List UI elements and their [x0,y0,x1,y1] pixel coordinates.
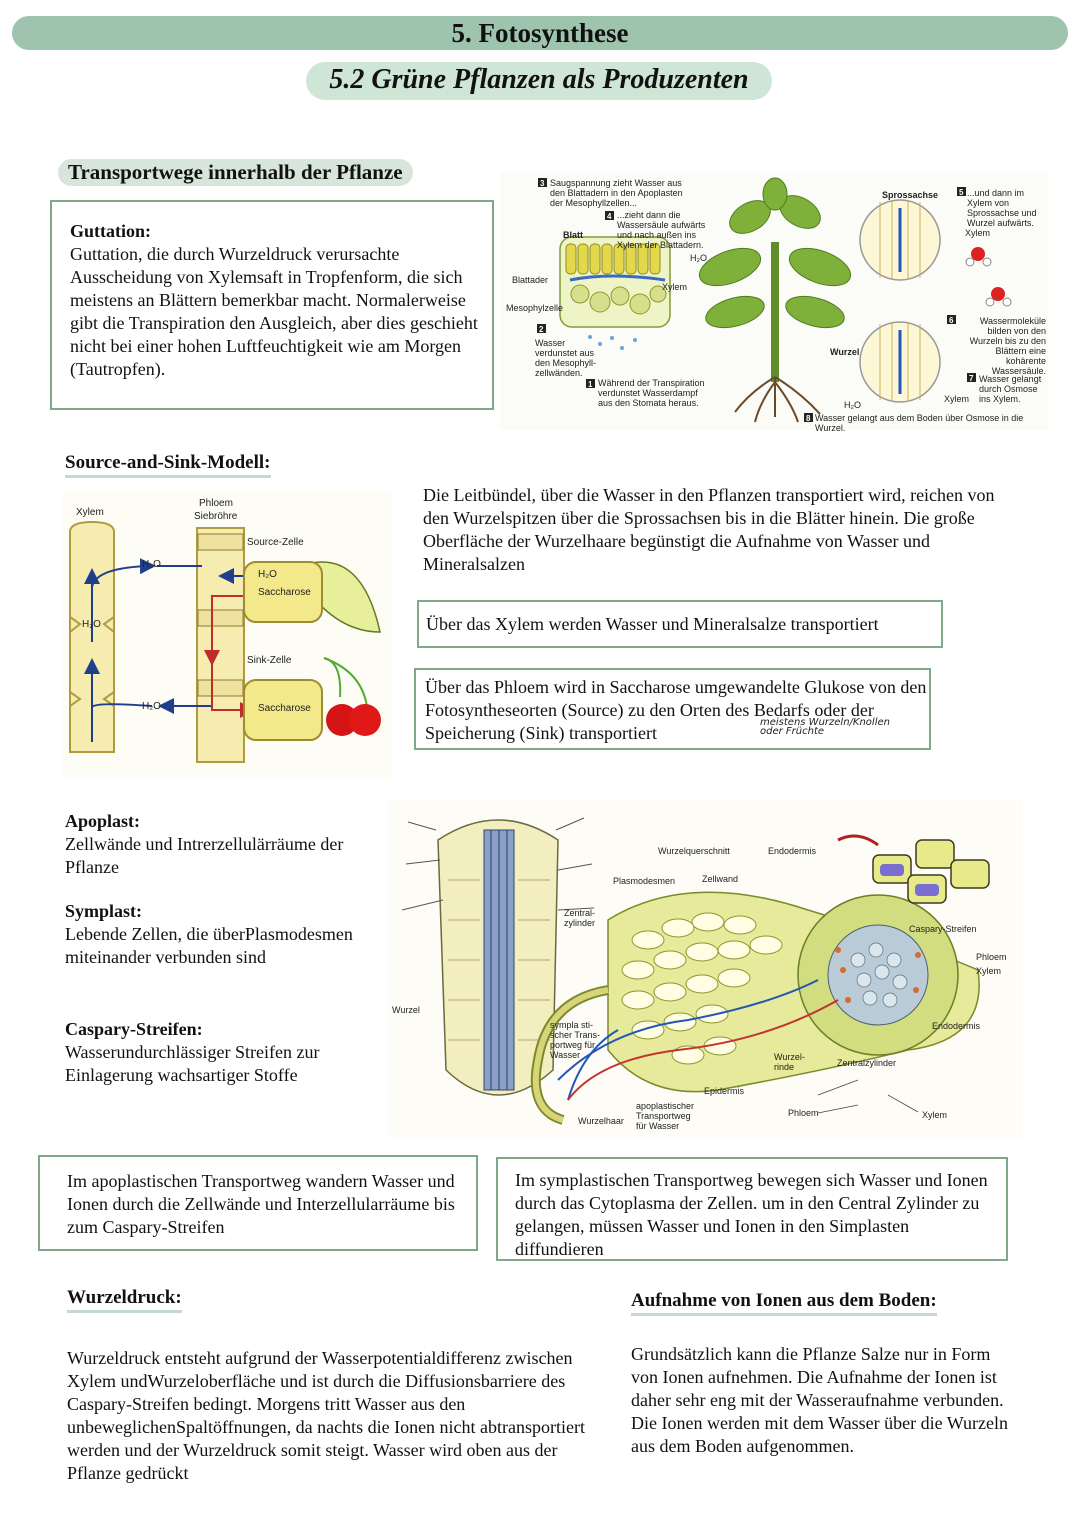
root-label-caspary: Caspary-Streifen [909,924,977,934]
apoplast-title: Apoplast: [65,811,141,831]
root-label-zentralzylinder: Zentral- zylinder [564,908,596,928]
caspary-text: Wasserundurchlässiger Streifen zur Einlagerung wachsartiger Stoffe [65,1042,320,1085]
apoplast-pathway-box [38,1155,478,1251]
source-sink-diagram [62,492,392,778]
label-sprossachse: Sprossachse [882,190,939,200]
step-1-label: Während der Transpiration verdunstet Wasserdampf aus den Stomata heraus. [598,378,705,408]
symplast-definition [65,900,355,969]
symplast-text: Lebende Zellen, die überPlasmodesmen miteinander verbunden sind [65,924,353,967]
plant-transpiration-diagram [500,172,1048,433]
label-mesophyll: Mesophylzelle [506,303,564,313]
label-h2o-leaf: H₂O [690,253,707,263]
ss-label-xylem: Xylem [76,507,104,518]
guttation-text: Guttation, die durch Wurzeldruck verursachte Ausscheidung von Xylemsaft in Tropfenform, die sich meistens an Blättern bemerkbar macht. Normalerweise gibt die Transpiration den Ausgleich, aber dies geschieht nicht bei einer hohen Luftfeuchtigkeit wie am Morgen (Tautropfen). [70,244,478,379]
step-6-label: Wassermoleküle bilden von den Wurzeln bis zu den Blättern eine kohärente Wassersäule. [969,316,1046,376]
section-heading-transport: Transportwege innerhalb der Pflanze [58,159,413,186]
svg-text:1: 1 [588,380,593,389]
root-label-plasmodesmen: Plasmodesmen [613,876,676,886]
xylem-box-text: Über das Xylem werden Wasser und Mineralsalze transportiert [426,614,879,634]
ss-label-sink: Sink-Zelle [247,655,292,666]
section-heading-source-sink: Source-and-Sink-Modell: [65,452,271,478]
handwritten-note-top: meistens Wurzeln/Knollen [760,717,890,728]
page-title: 5. Fotosynthese [451,18,629,48]
apoplast-definition [65,810,365,879]
label-blatt: Blatt [563,230,583,240]
svg-text:4: 4 [607,212,612,221]
handwritten-note-bottom: oder Früchte [760,726,825,737]
ss-label-saccharose-2: Saccharose [258,703,311,714]
ss-label-siebrohre: Siebröhre [194,511,238,522]
ss-label-saccharose-1: Saccharose [258,587,311,598]
step-7-label: Wasser gelangt durch Osmose ins Xylem. [979,374,1042,404]
root-label-wurzelrinde: Wurzel- rinde [774,1052,805,1072]
root-label-xylem: Xylem [976,966,1002,976]
root-cross-section-diagram [388,800,1023,1138]
apoplast-text: Zellwände und Intrerzellulärräume der Pflanze [65,834,344,877]
ionen-text: Grundsätzlich kann die Pflanze Salze nur in Form von Ionen aufnehmen. Die Aufnahme der Ionen ist daher sehr eng mit der Wasseraufnahme verbunden. Die Ionen werden mit dem Wasser über die Wurzeln aus dem Boden aufgenommen. [631,1344,1009,1456]
leitbuendel-description: Die Leitbündel, über die Wasser in den Pflanzen transportiert wird, reichen von den Wurzelspitzen über die Sprossachsen bis in die Blätter hinein. Die große Oberfläche der Wurzelhaare begünstigt die Aufnahme von Wasser und Mineralsalzen [423,485,995,574]
step-5-label: ...und dann im Xylem von Sprossachse und Wurzel aufwärts. [967,188,1037,228]
step-8-label: Wasser gelangt aus dem Boden über Osmose in die Wurzel. [815,413,1024,433]
root-label-zentralzylinder-2: Zentralzylinder [837,1058,897,1068]
caspary-title: Caspary-Streifen: [65,1019,203,1039]
page-subtitle: 5.2 Grüne Pflanzen als Produzenten [329,64,749,95]
root-label-symplastisch: sympla sti- scher Trans- portweg für Wasser [550,1020,601,1060]
svg-text:8: 8 [806,414,811,423]
root-label-epidermis: Epidermis [704,1086,745,1096]
ss-label-phloem: Phloem [199,498,233,509]
plant-diagram-svg [500,172,1048,430]
symplast-pathway-text: Im symplastischen Transportweg bewegen sich Wasser und Ionen durch das Cytoplasma der Zellen. um in den Central Zylinder zu gelangen, müssen Wasser und Ionen in den Simplasten diffundieren [515,1170,988,1259]
ss-label-source: Source-Zelle [247,537,304,548]
svg-text:5: 5 [959,188,964,197]
guttation-box [50,200,494,410]
symplast-title: Symplast: [65,901,143,921]
root-label-endodermis: Endodermis [768,846,817,856]
svg-text:3: 3 [540,179,545,188]
label-xylem-leaf: Xylem [662,282,688,292]
caspary-definition [65,1018,365,1087]
section-heading-wurzeldruck: Wurzeldruck: [67,1287,182,1313]
root-label-apoplastisch: apoplastischer Transportweg für Wasser [636,1101,695,1131]
root-label-phloem-2: Phloem [788,1108,819,1118]
ss-label-h2o-3: H₂O [142,701,161,712]
step-2-label: Wasser verdunstet aus den Mesophyll-zellwänden. [535,338,597,378]
label-h2o-root: H₂O [844,400,861,410]
guttation-title: Guttation: [70,221,151,241]
svg-text:6: 6 [949,316,954,325]
label-xylem-stem: Xylem [965,228,991,238]
xylem-box [417,600,943,648]
root-label-xylem-2: Xylem [922,1110,948,1120]
source-sink-svg [62,492,392,778]
svg-text:7: 7 [969,374,974,383]
apoplast-pathway-text: Im apoplastischen Transportweg wandern Wasser und Ionen durch die Zellwände und Interzellularräume bis zum Caspary-Streifen [67,1171,455,1237]
label-blattader: Blattader [512,275,549,285]
root-label-wurzelhaar: Wurzelhaar [578,1116,624,1126]
step-4-label: ...zieht dann die Wassersäule aufwärts und nach außen ins Xylem der Blattadern. [617,210,706,250]
svg-text:2: 2 [539,325,544,334]
symplast-pathway-box [496,1157,1008,1261]
phloem-box-text: Über das Phloem wird in Saccharose umgewandelte Glukose von den Fotosyntheseorten (Source) zu den Orten des Bedarfs oder der Speicherung (Sink) transportiert [425,677,927,743]
cherry-icon-2 [349,704,381,736]
step-3-label: Saugspannung zieht Wasser aus den Blattadern in den Apoplasten der Mesophyllzellen... [550,178,683,208]
ss-label-h2o-4: H₂O [258,569,277,580]
root-label-wurzelquerschnitt: Wurzelquerschnitt [658,846,730,856]
label-xylem-root: Xylem [944,394,970,404]
root-label-wurzel: Wurzel [392,1005,420,1015]
root-label-phloem: Phloem [976,952,1007,962]
root-label-zellwand: Zellwand [702,874,739,884]
label-wurzel-plant: Wurzel [830,347,860,357]
ss-label-h2o-2: H₂O [82,619,101,630]
wurzeldruck-text: Wurzeldruck entsteht aufgrund der Wasserpotentialdifferenz zwischen Xylem undWurzeloberfläche und ist durch die Diffusionsbarriere des Caspary-Streifen bedingt. Morgens tritt Wasser aus den unbeweglichenSpaltöffnungen, da nachts die Ionen nicht abtransportiert werden und der Wurzeldruck somit steigt. Wasser wird oben aus der Pflanze gedrückt [67,1348,586,1483]
root-label-endodermis-2: Endodermis [932,1021,981,1031]
section-heading-ionen: Aufnahme von Ionen aus dem Boden: [631,1290,937,1316]
phloem-box [414,668,931,750]
ss-label-h2o-1: H₂O [142,559,161,570]
